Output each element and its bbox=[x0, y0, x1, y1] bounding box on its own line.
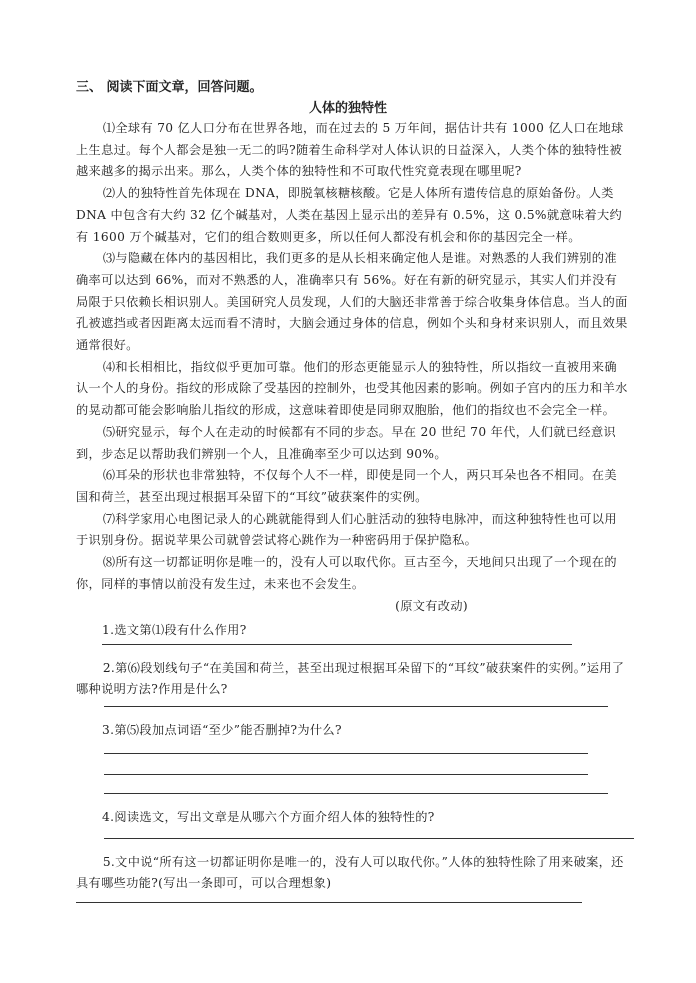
answer-line-2[interactable] bbox=[104, 706, 608, 707]
paragraph-8: ⑻所有这一切都证明你是唯一的，没有人可以取代你。亘古至今，天地间只出现了一个现在的你，同样的事情以前没有发生过，未来也不会发生。 bbox=[76, 555, 617, 591]
paragraph-1: ⑴全球有 70 亿人口分布在世界各地，而在过去的 5 万年间，据估计共有 1000 亿人口在地球上生息过。每个人都会是独一无二的吗?随着生命科学对人体认识的日益深入，人类个体的独特性被越来越多的揭示出来。那么，人类个体的独特性和不可取代性究竟表现在哪里呢? bbox=[76, 121, 624, 179]
paragraph-5: ⑸研究显示，每个人在走动的时候都有不同的步态。早在 20 世纪 70 年代，人们就已经意识到，步态足以帮助我们辨别一个人，且准确率至少可以达到 90%。 bbox=[76, 424, 617, 461]
answer-line-4[interactable] bbox=[104, 838, 634, 839]
section-heading: 三、 阅读下面文章，回答问题。 bbox=[76, 80, 263, 95]
answer-line-3c[interactable] bbox=[104, 793, 608, 794]
question-4: 4.阅读选文，写出文章是从哪六个方面介绍人体的独特性的? bbox=[102, 810, 435, 825]
questions bbox=[76, 620, 628, 903]
paragraph-3: ⑶与隐藏在体内的基因相比，我们更多的是从长相来确定他人是谁。对熟悉的人我们辨别的准确率可以达到 66%，而对不熟悉的人，准确率只有 56%。好在有新的研究显示，其实人们并没有局限于只依赖长相识别人。美国研究人员发现，人们的大脑还非常善于综合收集身体信息。当人的面孔被遮挡或者因距离太远而看不清时，大脑会通过身体的信息，例如个头和身材来识别人，而且效果通常很好。 bbox=[76, 251, 628, 353]
answer-line-5[interactable] bbox=[76, 902, 582, 903]
article-body bbox=[76, 118, 628, 903]
question-5: 5.文中说“所有这一切都证明你是唯一的，没有人可以取代你。”人体的独特性除了用来破案，还具有哪些功能?(写出一条即可，可以合理想象) bbox=[76, 855, 624, 891]
answer-line-3a[interactable] bbox=[104, 753, 588, 754]
paragraph-2: ⑵人的独特性首先体现在 DNA，即脱氧核糖核酸。它是人体所有遗传信息的原始备份。人类 DNA 中包含有大约 32 亿个碱基对，人类在基因上显示出的差异有 0.5%，这 0.5%就意味着大约有 1600 万个碱基对，它们的组合数则更多，所以任何人都没有机会和你的基因完全一样。 bbox=[76, 186, 623, 244]
answer-line-1[interactable] bbox=[102, 644, 572, 645]
question-1: 1.选文第⑴段有什么作用? bbox=[102, 623, 247, 638]
paragraph-6: ⑹耳朵的形状也非常独特，不仅每个人不一样，即使是同一个人，两只耳朵也各不相同。在美国和荷兰，甚至出现过根据耳朵留下的“耳纹”破获案件的实例。 bbox=[76, 468, 617, 504]
question-2: 2.第⑹段划线句子“在美国和荷兰，甚至出现过根据耳朵留下的“耳纹”破获案件的实例。”运用了哪种说明方法?作用是什么? bbox=[76, 661, 625, 697]
source-note: (原文有改动) bbox=[395, 599, 468, 614]
answer-line-3b[interactable] bbox=[104, 774, 588, 775]
article-title: 人体的独特性 bbox=[308, 101, 387, 116]
paragraph-7: ⑺科学家用心电图记录人的心跳就能得到人们心脏活动的独特电脉冲，而这种独特性也可以用于识别身份。据说苹果公司就曾尝试将心跳作为一种密码用于保护隐私。 bbox=[76, 511, 617, 548]
paragraph-4: ⑷和长相相比，指纹似乎更加可靠。他们的形态更能显示人的独特性，所以指纹一直被用来确认一个人的身份。指纹的形成除了受基因的控制外，也受其他因素的影响。例如子宫内的压力和羊水的晃动都可能会影响胎儿指纹的形成，这意味着即使是同卵双胞胎，他们的指纹也不会完全一样。 bbox=[76, 359, 628, 418]
question-3: 3.第⑸段加点词语“至少”能否删掉?为什么? bbox=[102, 723, 342, 738]
